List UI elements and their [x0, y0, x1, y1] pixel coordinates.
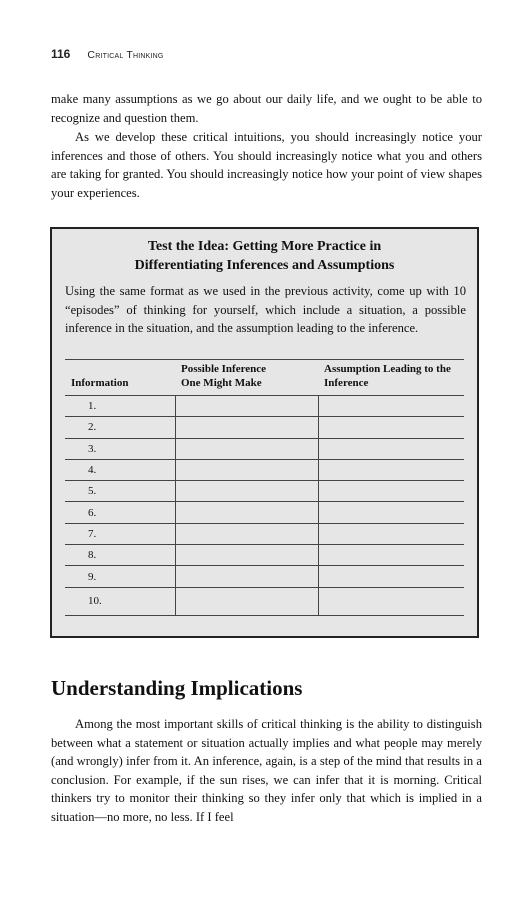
table-row — [65, 502, 464, 523]
row-number: 8. — [65, 545, 175, 566]
column-header-possible-inference — [175, 360, 318, 396]
column-header-assumption-line-1: Assumption Leading to the — [324, 363, 451, 375]
inference-cell — [175, 566, 318, 587]
row-number: 2. — [65, 417, 175, 438]
row-number: 3. — [65, 438, 175, 459]
exercise-title-line-1: Test the Idea: Getting More Practice in — [147, 239, 382, 254]
assumption-cell — [318, 545, 464, 566]
table-row — [65, 459, 464, 480]
inference-cell — [175, 481, 318, 502]
running-title-text: Critical Thinking — [87, 49, 164, 61]
inference-cell — [175, 587, 318, 615]
table-row — [65, 587, 464, 615]
column-header-information — [65, 360, 175, 396]
paragraph-2: As we develop these critical intuitions, you should increasingly notice your inferences and those of others. You should increasingly notice what you and others are taking for granted. You should increasingly notice how your point of view shapes your experiences. — [51, 130, 482, 200]
column-header-assumption — [318, 360, 464, 396]
row-number: 5. — [65, 481, 175, 502]
column-header-information-text: Information — [71, 377, 129, 389]
assumption-cell — [318, 417, 464, 438]
section-paragraph: Among the most important skills of critical thinking is the ability to distinguish between what a statement or situation actually implies and what people may merely (and wrongly) infer from it. An inference, again, is a step of the mind that results in a conclusion. For example, if the sun rises, we can infer that it is morning. Critical thinkers try to monitor their thinking so they infer only that which is implied in a situation—no more, no less. If I feel — [51, 717, 482, 824]
assumption-cell — [318, 481, 464, 502]
assumption-cell — [318, 438, 464, 459]
table-row — [65, 523, 464, 544]
table-row — [65, 566, 464, 587]
assumption-cell — [318, 587, 464, 615]
assumption-cell — [318, 502, 464, 523]
table-row — [65, 481, 464, 502]
section-heading: Understanding Implications — [51, 676, 303, 700]
assumption-cell — [318, 566, 464, 587]
inference-cell — [175, 502, 318, 523]
row-number: 9. — [65, 566, 175, 587]
running-title — [87, 49, 163, 61]
row-number: 7. — [65, 523, 175, 544]
inference-cell — [175, 396, 318, 417]
exercise-box — [50, 227, 479, 638]
inference-cell — [175, 545, 318, 566]
inference-cell — [175, 459, 318, 480]
row-number: 1. — [65, 396, 175, 417]
row-number: 4. — [65, 459, 175, 480]
table-row — [65, 417, 464, 438]
page-number: 116 — [51, 47, 71, 61]
inference-cell — [175, 523, 318, 544]
row-number: 10. — [65, 587, 175, 615]
column-header-assumption-line-2: Inference — [324, 377, 369, 389]
inference-cell — [175, 438, 318, 459]
assumption-cell — [318, 523, 464, 544]
paragraph-1: make many assumptions as we go about our daily life, and we ought to be able to recognize and question them. — [51, 92, 482, 125]
exercise-instructions: Using the same format as we used in the previous activity, come up with 10 “episodes” of thinking for yourself, which include a situation, a possible inference in the situation, and the assumption leading to the inference. — [65, 284, 466, 335]
assumption-cell — [318, 459, 464, 480]
column-header-possible-inference-line-1: Possible Inference — [181, 363, 267, 375]
exercise-table — [65, 359, 464, 616]
exercise-title — [52, 237, 477, 275]
column-header-possible-inference-line-2: One Might Make — [181, 377, 262, 389]
table-row — [65, 545, 464, 566]
table-row — [65, 396, 464, 417]
row-number: 6. — [65, 502, 175, 523]
inference-cell — [175, 417, 318, 438]
exercise-title-line-2: Differentiating Inferences and Assumptions — [134, 258, 395, 273]
running-header — [51, 47, 164, 61]
table-header-row — [65, 360, 464, 396]
assumption-cell — [318, 396, 464, 417]
table-row — [65, 438, 464, 459]
